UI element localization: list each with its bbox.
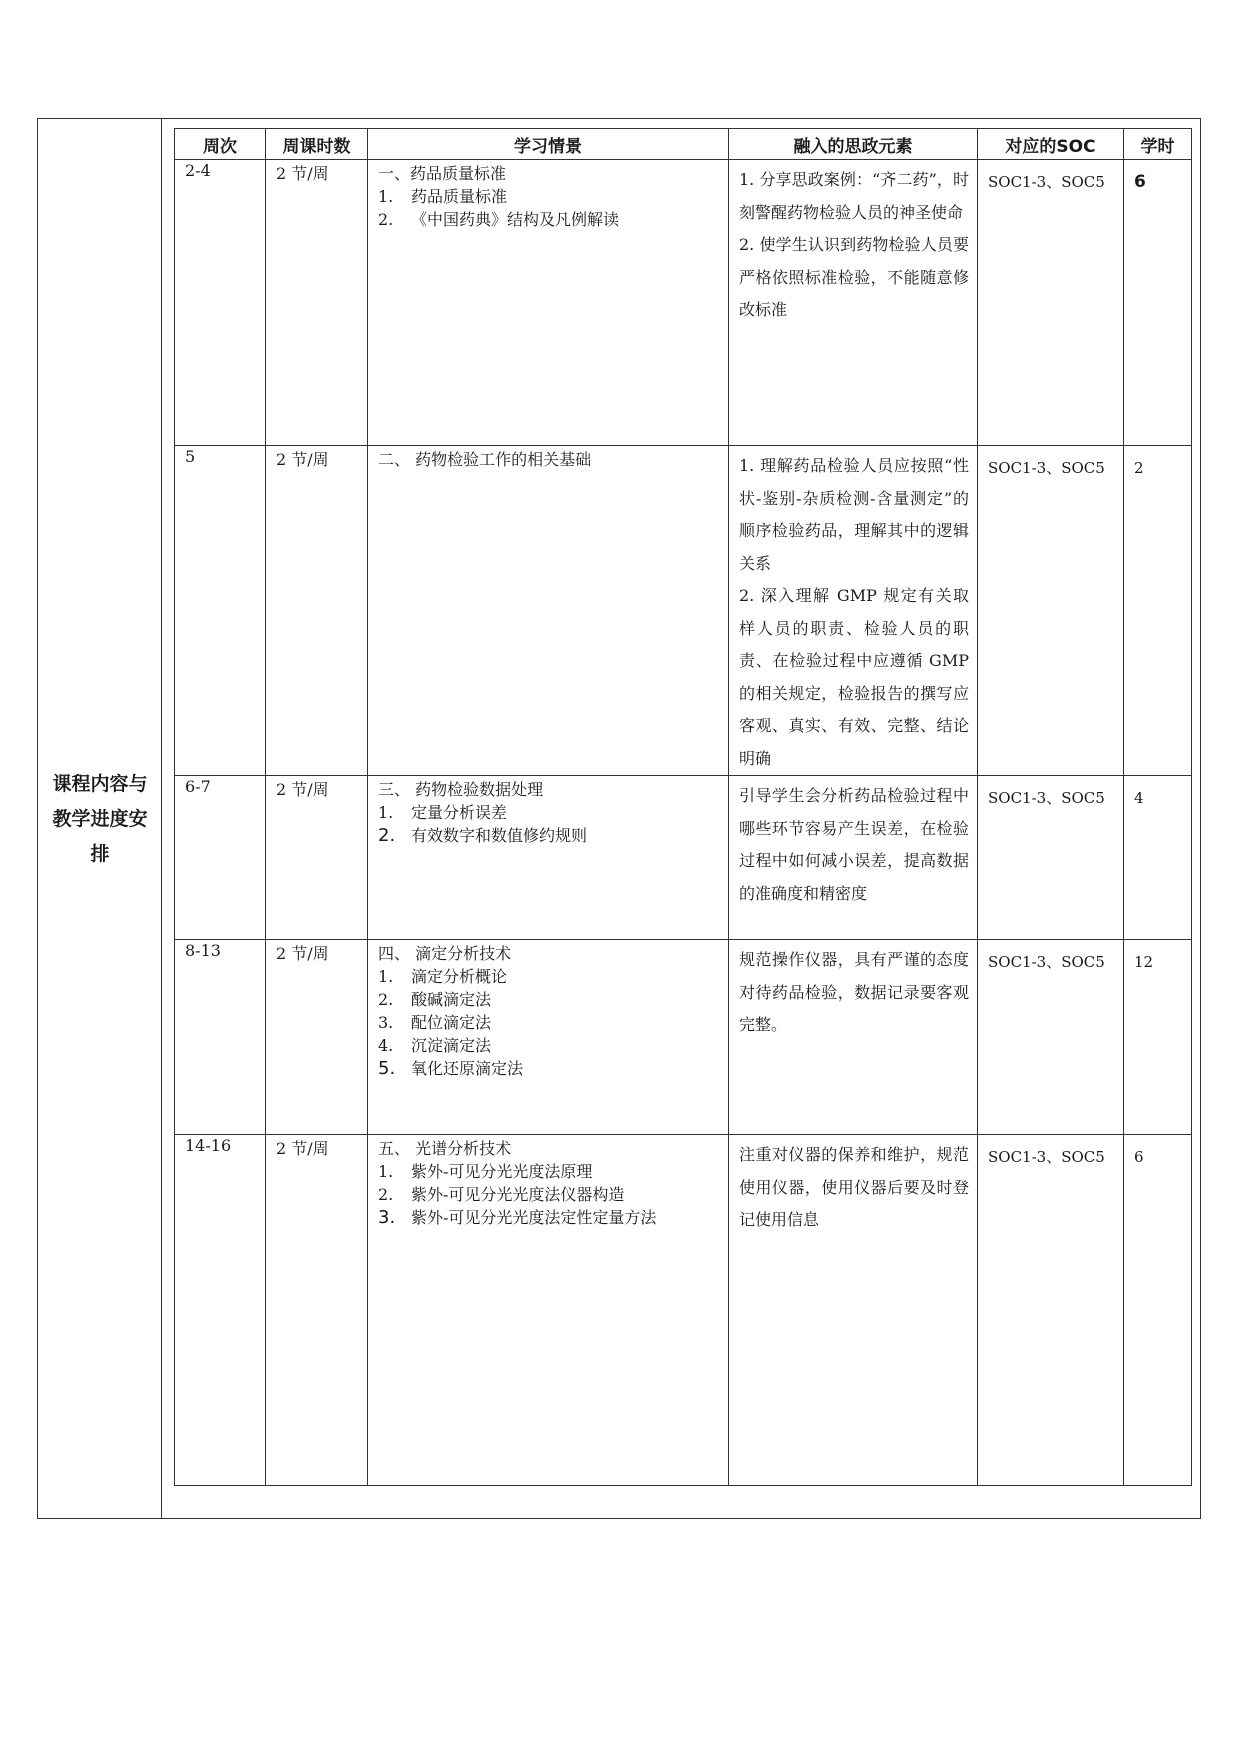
header-learning-scenario: 学习情景 — [368, 129, 729, 160]
week-cell: 8-13 — [175, 940, 266, 1135]
topic-item-text: 配位滴定法 — [411, 1013, 492, 1032]
topic-item-number: 1. — [378, 187, 394, 206]
soc-cell: SOC1-3、SOC5 — [978, 446, 1124, 776]
credit-cell: 6 — [1124, 1135, 1192, 1486]
topic-cell — [368, 160, 729, 446]
table-row — [175, 776, 1192, 940]
credit-cell: 12 — [1124, 940, 1192, 1135]
topic-item-text: 氧化还原滴定法 — [411, 1059, 524, 1078]
topic-item-text: 紫外-可见分光光度法原理 — [411, 1162, 593, 1181]
topic-item — [378, 1205, 727, 1228]
week-cell: 2-4 — [175, 160, 266, 446]
topic-item-number: 1. — [378, 1162, 394, 1181]
credit-cell: 2 — [1124, 446, 1192, 776]
week-cell: 5 — [175, 446, 266, 776]
topic-item-number: 2. — [378, 210, 394, 229]
topic-item-number: 2. — [378, 990, 394, 1009]
table-row — [175, 1135, 1192, 1486]
topic-item-text: 紫外-可见分光光度法仪器构造 — [411, 1185, 625, 1204]
week-cell: 14-16 — [175, 1135, 266, 1486]
topic-cell — [368, 446, 729, 776]
topic-title: 四、 滴定分析技术 — [378, 944, 512, 963]
table-header-row — [175, 129, 1192, 160]
header-ideology-elements: 融入的思政元素 — [729, 129, 978, 160]
topic-cell — [368, 1135, 729, 1486]
header-soc: 对应的SOC — [978, 129, 1124, 160]
hours-cell: 2 节/周 — [266, 160, 368, 446]
topic-item-text: 药品质量标准 — [411, 187, 508, 206]
topic-item-text: 定量分析误差 — [411, 803, 508, 822]
ideology-cell: 1. 理解药品检验人员应按照“性状-鉴别-杂质检测-含量测定”的顺序检验药品，理解其中的逻辑关系 2. 深入理解 GMP 规定有关取样人员的职责、检验人员的职责、在检验过程中应遵循 GMP 的相关规定，检验报告的撰写应客观、真实、有效、完整、结论明确 — [729, 446, 978, 776]
topic-item — [378, 823, 727, 846]
topic-item — [378, 1182, 727, 1205]
topic-title: 五、 光谱分析技术 — [378, 1139, 512, 1158]
topic-item-number: 3. — [378, 1013, 394, 1032]
soc-cell: SOC1-3、SOC5 — [978, 1135, 1124, 1486]
topic-item — [378, 800, 727, 823]
topic-item-text: 滴定分析概论 — [411, 967, 508, 986]
topic-item-number: 1. — [378, 803, 394, 822]
credit-cell — [1124, 160, 1192, 446]
section-label-column — [38, 119, 162, 1518]
topic-item-number: 3. — [378, 1207, 396, 1228]
topic-item — [378, 964, 727, 987]
soc-cell: SOC1-3、SOC5 — [978, 776, 1124, 940]
topic-item-number: 2. — [378, 825, 396, 846]
table-row — [175, 160, 1192, 446]
topic-item — [378, 1159, 727, 1182]
topic-item — [378, 207, 727, 230]
topic-item — [378, 987, 727, 1010]
course-schedule-frame — [37, 118, 1201, 1519]
header-hours-per-week: 周课时数 — [266, 129, 368, 160]
table-row — [175, 446, 1192, 776]
hours-cell: 2 节/周 — [266, 446, 368, 776]
topic-item — [378, 1033, 727, 1056]
header-week: 周次 — [175, 129, 266, 160]
credit-value: 6 — [1134, 172, 1146, 192]
section-label: 课程内容与教学进度安排 — [52, 773, 148, 865]
topic-cell — [368, 776, 729, 940]
hours-cell: 2 节/周 — [266, 940, 368, 1135]
topic-title: 一、药品质量标准 — [378, 164, 507, 183]
topic-item-text: 有效数字和数值修约规则 — [411, 826, 588, 845]
hours-cell: 2 节/周 — [266, 1135, 368, 1486]
ideology-cell: 引导学生会分析药品检验过程中哪些环节容易产生误差，在检验过程中如何减小误差，提高数据的准确度和精密度 — [729, 776, 978, 940]
topic-item-text: 酸碱滴定法 — [411, 990, 492, 1009]
hours-cell: 2 节/周 — [266, 776, 368, 940]
topic-item — [378, 1010, 727, 1033]
week-cell: 6-7 — [175, 776, 266, 940]
table-row — [175, 940, 1192, 1135]
topic-item-number: 5. — [378, 1058, 396, 1079]
credit-cell: 4 — [1124, 776, 1192, 940]
header-credit-hours: 学时 — [1124, 129, 1192, 160]
topic-cell — [368, 940, 729, 1135]
topic-item — [378, 184, 727, 207]
topic-item-text: 沉淀滴定法 — [411, 1036, 492, 1055]
topic-title: 二、 药物检验工作的相关基础 — [378, 450, 592, 469]
ideology-cell: 规范操作仪器，具有严谨的态度对待药品检验，数据记录要客观完整。 — [729, 940, 978, 1135]
topic-item-number: 4. — [378, 1036, 394, 1055]
ideology-cell: 注重对仪器的保养和维护，规范使用仪器，使用仪器后要及时登记使用信息 — [729, 1135, 978, 1486]
schedule-table — [174, 128, 1192, 1486]
topic-item-text: 紫外-可见分光光度法定性定量方法 — [411, 1208, 657, 1227]
ideology-cell: 1. 分享思政案例：“齐二药”，时刻警醒药物检验人员的神圣使命 2. 使学生认识到药物检验人员要严格依照标准检验，不能随意修改标准 — [729, 160, 978, 446]
topic-item — [378, 1056, 727, 1079]
soc-cell: SOC1-3、SOC5 — [978, 160, 1124, 446]
soc-cell: SOC1-3、SOC5 — [978, 940, 1124, 1135]
topic-title: 三、 药物检验数据处理 — [378, 780, 544, 799]
topic-item-number: 2. — [378, 1185, 394, 1204]
topic-item-text: 《中国药典》结构及凡例解读 — [411, 210, 620, 229]
topic-item-number: 1. — [378, 967, 394, 986]
